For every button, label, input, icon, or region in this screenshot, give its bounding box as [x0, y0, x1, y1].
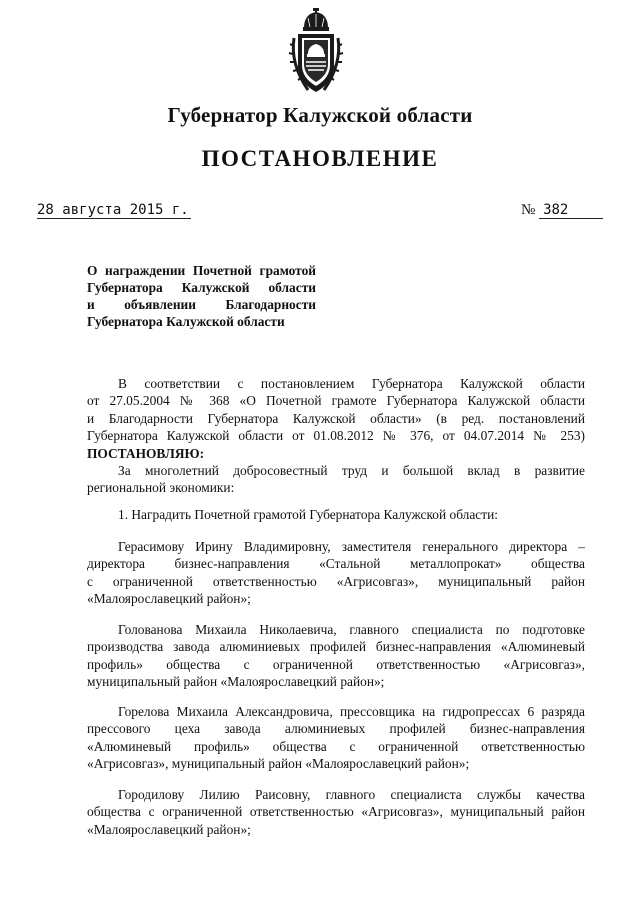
text-line: общества с ограниченной ответственностью «Агрисовгаз», муниципальный район: [87, 804, 585, 820]
subject-line: и объявлении Благодарности: [87, 297, 316, 312]
text-line: и Благодарности Губернатора Калужской области» (в ред. постановлений: [87, 410, 585, 426]
text-line: В соответствии с постановлением Губернатора Калужской области: [118, 376, 585, 391]
text-line: «Малоярославецкий район»;: [87, 821, 251, 837]
text-line: Герасимову Ирину Владимировну, заместителя генерального директора –: [118, 539, 585, 554]
text-line: директора бизнес-направления «Стальной металлопрокат» общества: [87, 556, 585, 572]
awardee-paragraph: [87, 786, 585, 838]
issuing-authority-title: Губернатор Калужской области: [167, 103, 473, 127]
awardee-paragraph: [87, 703, 585, 773]
number-sign-label: №: [521, 202, 536, 218]
text-line: от 27.05.2004 № 368 «О Почетной грамоте Губернатора Калужской области: [87, 393, 585, 409]
text-line: Городилову Лилию Раисовну, главного специалиста службы качества: [118, 787, 585, 802]
text-line: производства завода алюминиевых профилей бизнес-направления «Алюминевый: [87, 639, 585, 655]
kaluga-coat-of-arms-emblem: [288, 8, 344, 98]
text-line: муниципальный район «Малоярославецкий район»;: [87, 674, 385, 690]
text-line: профиль» общества с ограниченной ответственностью «Агрисовгаз»,: [87, 656, 585, 672]
text-line: Голованова Михаила Николаевича, главного специалиста по подготовке: [118, 622, 585, 637]
subject-line: Губернатора Калужской области: [87, 314, 285, 329]
text-line: региональной экономики:: [87, 480, 235, 496]
awardee-paragraph: [87, 538, 585, 608]
document-date: 28 августа 2015 г.: [37, 202, 189, 218]
text-line: с ограниченной ответственностью «Агрисовгаз», муниципальный район: [87, 573, 585, 589]
document-number-field: [521, 202, 603, 219]
document-subject: [87, 262, 316, 330]
document-type-heading: ПОСТАНОВЛЕНИЕ: [201, 146, 439, 171]
awardee-paragraph: [87, 621, 585, 691]
text-line: За многолетний добросовестный труд и большой вклад в развитие: [118, 463, 585, 479]
text-line: прессового цеха завода алюминиевых профилей бизнес-направления: [87, 721, 585, 737]
decree-word: ПОСТАНОВЛЯЮ:: [87, 445, 205, 461]
document-number: 382: [539, 202, 603, 219]
legal-basis-paragraph: [87, 375, 585, 497]
subject-line: Губернатора Калужской области: [87, 280, 316, 295]
text-line: «Алюминевый профиль» общества с ограниченной ответственностью: [87, 738, 585, 754]
text-line: «Агрисовгаз», муниципальный район «Малоярославецкий район»;: [87, 756, 470, 772]
award-item-heading: 1. Наградить Почетной грамотой Губернатора Калужской области:: [118, 507, 498, 522]
text-line: Горелова Михаила Александровича, прессовщика на гидропрессах 6 разряда: [118, 704, 585, 719]
text-line: Губернатора Калужской области от 01.08.2012 № 376, от 04.07.2014 № 253): [87, 428, 585, 444]
subject-line: О награждении Почетной грамотой: [87, 263, 316, 278]
text-line: «Малоярославецкий район»;: [87, 591, 251, 607]
